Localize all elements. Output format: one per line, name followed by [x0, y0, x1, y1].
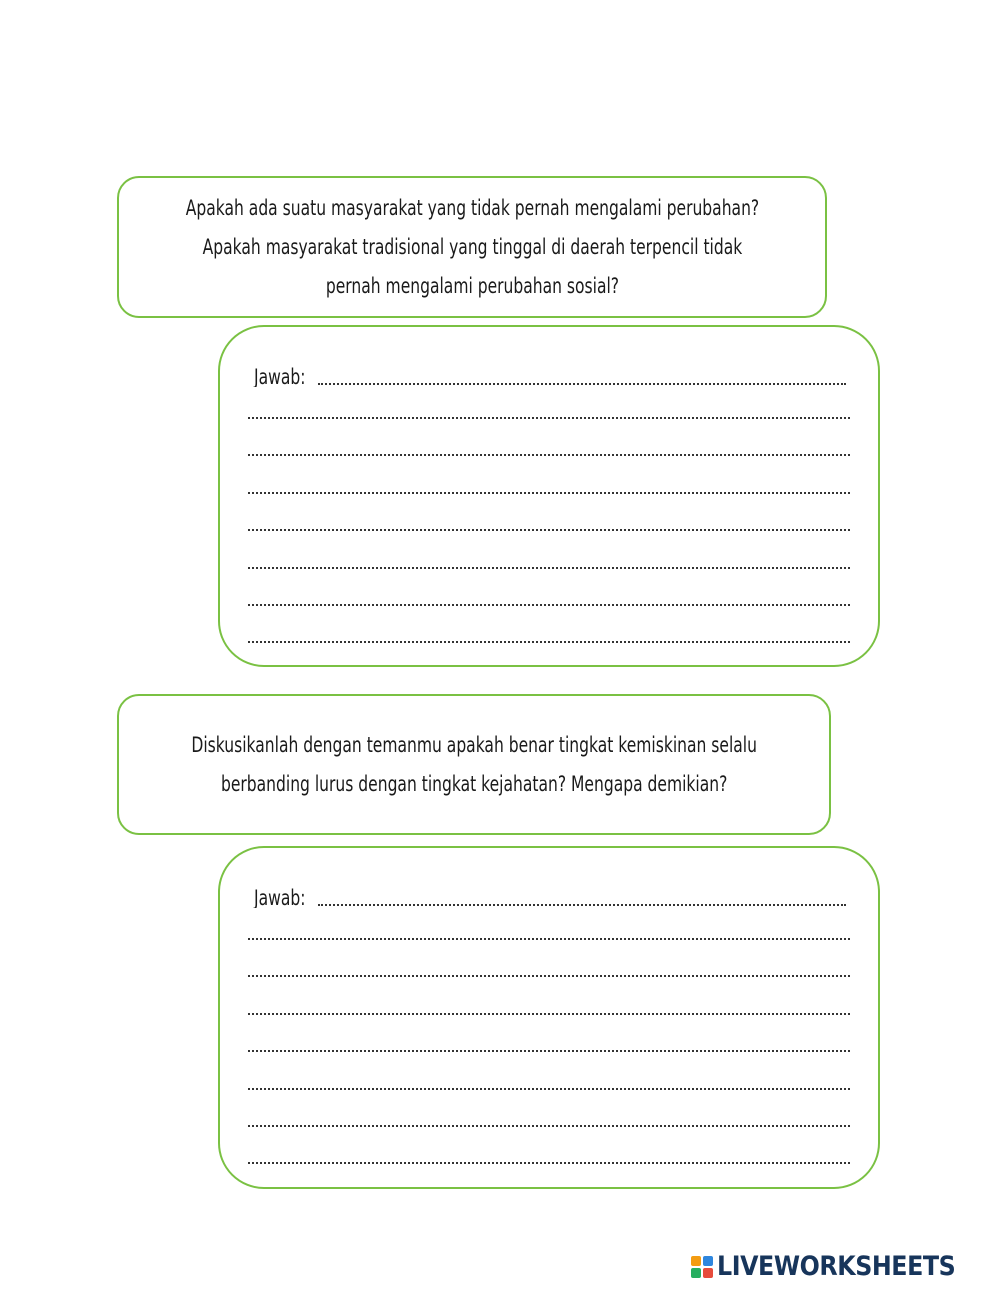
answer-2-row-1[interactable] [248, 888, 850, 908]
answer-1-dotted-line [248, 417, 850, 419]
question-2-line-1: Diskusikanlah dengan temanmu apakah benar tingkat kemiskinan selalu [191, 732, 757, 757]
answer-2-dotted-line [248, 1125, 850, 1127]
question-1-text [85, 189, 860, 306]
question-1-line-2: Apakah masyarakat tradisional yang tinggal di daerah terpencil tidak [202, 234, 742, 259]
answer-1-dotted-line [248, 641, 850, 643]
answer-1-dotted-line [248, 529, 850, 531]
answer-2-dotted-line [318, 904, 846, 906]
answer-2-dotted-line [248, 938, 850, 940]
question-2-box [117, 694, 831, 835]
question-1-line-3: pernah mengalami perubahan sosial? [325, 273, 619, 298]
logo-square-4 [703, 1268, 713, 1278]
answer-1-row-2[interactable] [248, 401, 850, 421]
answer-1-row-6[interactable] [248, 551, 850, 571]
answer-1-box[interactable] [218, 325, 880, 667]
answer-1-row-8[interactable] [248, 625, 850, 645]
logo-square-3 [691, 1268, 701, 1278]
answer-2-dotted-line [248, 1013, 850, 1015]
answer-2-dotted-line [248, 1088, 850, 1090]
answer-2-label: Jawab: [254, 888, 306, 908]
liveworksheets-logo [691, 1251, 988, 1282]
answer-1-dotted-line [248, 604, 850, 606]
answer-1-row-1[interactable] [248, 367, 850, 387]
answer-2-box[interactable] [218, 846, 880, 1189]
answer-2-row-8[interactable] [248, 1146, 850, 1166]
logo-mark-icon [691, 1256, 713, 1278]
brand-name: LIVEWORKSHEETS [717, 1251, 956, 1282]
logo-square-1 [691, 1256, 701, 1266]
question-1-box [117, 176, 827, 318]
answer-2-row-4[interactable] [248, 997, 850, 1017]
answer-2-dotted-line [248, 975, 850, 977]
answer-2-row-5[interactable] [248, 1034, 850, 1054]
answer-2-dotted-line [248, 1050, 850, 1052]
answer-1-row-3[interactable] [248, 438, 850, 458]
question-2-text [92, 726, 856, 804]
answer-1-dotted-line [248, 492, 850, 494]
answer-1-label: Jawab: [254, 367, 306, 387]
answer-1-dotted-line [248, 567, 850, 569]
question-1-line-1: Apakah ada suatu masyarakat yang tidak pernah mengalami perubahan? [185, 195, 759, 220]
answer-2-row-6[interactable] [248, 1072, 850, 1092]
answer-1-row-5[interactable] [248, 513, 850, 533]
logo-square-2 [703, 1256, 713, 1266]
answer-1-row-7[interactable] [248, 588, 850, 608]
answer-1-dotted-line [318, 383, 846, 385]
answer-2-row-2[interactable] [248, 922, 850, 942]
answer-1-dotted-line [248, 454, 850, 456]
answer-2-row-7[interactable] [248, 1109, 850, 1129]
answer-2-row-3[interactable] [248, 959, 850, 979]
answer-1-row-4[interactable] [248, 476, 850, 496]
question-2-line-2: berbanding lurus dengan tingkat kejahatan? Mengapa demikian? [220, 771, 728, 796]
answer-2-dotted-line [248, 1162, 850, 1164]
